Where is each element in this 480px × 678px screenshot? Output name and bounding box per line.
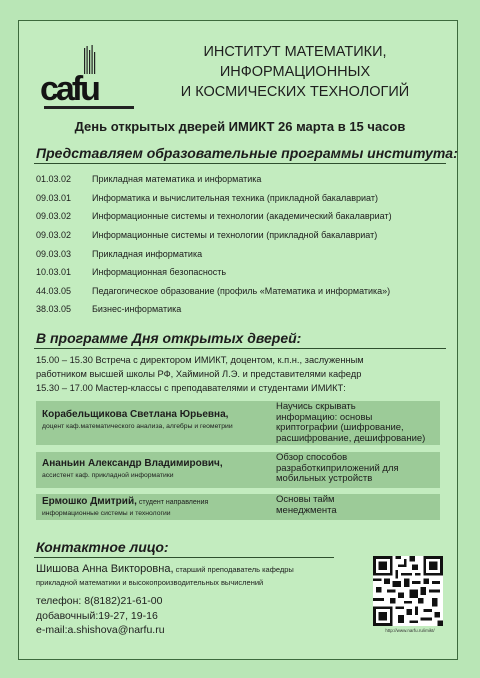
masterclass-presenter [42, 458, 272, 480]
topic-line: расшифрование, дешифрование) [276, 432, 426, 444]
schedule-heading: В программе Дня открытых дверей: [36, 330, 302, 346]
masterclass-row [36, 452, 440, 488]
schedule-line-2: работником высшей школы РФ, Хайминой Л.Э. и представителями кафедр [36, 369, 362, 379]
university-logo [40, 44, 140, 114]
programs-divider [34, 163, 446, 164]
topic-line: криптографии (шифрование, [276, 422, 404, 433]
presenter-name [42, 496, 272, 509]
program-item [36, 263, 456, 282]
masterclass-row [36, 494, 440, 520]
contact-name-line [36, 562, 366, 577]
presenter-desc: ассистент каф. прикладной информатики [42, 472, 174, 479]
programs-list [36, 170, 456, 319]
program-name: Информационные системы и технологии (академический бакалавриат) [92, 211, 392, 222]
logo-text: cafu [40, 70, 98, 108]
schedule-line-3: 15.30 – 17.00 Мастер-классы с преподавателями и студентами ИМИКТ: [36, 383, 346, 393]
institute-line-3: И КОСМИЧЕСКИХ ТЕХНОЛОГИЙ [180, 84, 410, 100]
program-code: 01.03.02 [36, 174, 72, 185]
qr-code-icon[interactable] [373, 556, 443, 626]
topic-line: информацию: основы [276, 411, 373, 423]
masterclass-topic [276, 402, 444, 444]
program-name: Педагогическое образование (профиль «Математика и информатика») [92, 285, 391, 296]
topic-line: мобильных устройств [276, 473, 373, 484]
institute-line-2: ИНФОРМАЦИОННЫХ [219, 64, 371, 80]
presenter-name-text: Корабельщикова Светлана Юрьевна, [42, 409, 229, 420]
program-code: 09.03.01 [36, 192, 72, 203]
schedule-text [36, 353, 446, 395]
contact-heading: Контактное лицо: [36, 539, 169, 555]
topic-line: Основы тайм [276, 494, 335, 505]
program-code: 38.03.05 [36, 304, 72, 315]
program-code: 10.03.01 [36, 267, 72, 278]
masterclass-presenter [42, 496, 272, 518]
presenter-desc: информационные системы и технологии [42, 510, 171, 517]
contact-extension: добавочный:19-27, 19-16 [36, 609, 158, 622]
presenter-name-text: Ермошко Дмитрий, [42, 496, 137, 507]
program-code: 09.03.02 [36, 230, 72, 241]
presenter-name-suffix: студент направления [136, 499, 209, 506]
program-item [36, 189, 456, 208]
topic-line: менеджмента [276, 504, 337, 516]
program-item [36, 226, 456, 245]
presenter-name [42, 458, 272, 471]
program-item [36, 282, 456, 301]
qr-url-text: http://www.narfu.ru/imikt/ [385, 628, 435, 633]
program-item [36, 170, 456, 189]
program-item [36, 244, 456, 263]
program-item [36, 300, 456, 319]
institute-line-1: ИНСТИТУТ МАТЕМАТИКИ, [203, 44, 387, 60]
programs-heading: Представляем образовательные программы института: [36, 145, 458, 161]
program-code: 44.03.05 [36, 285, 72, 296]
topic-line: разработкиприложений для [276, 462, 399, 474]
presenter-name [42, 409, 272, 422]
institute-name [160, 42, 430, 102]
masterclass-presenter [42, 409, 272, 431]
program-code: 09.03.03 [36, 248, 72, 259]
presenter-desc: доцент каф.математического анализа, алгебры и геометрии [42, 423, 233, 430]
program-item [36, 207, 456, 226]
contact-email[interactable]: e-mail:a.shishova@narfu.ru [36, 624, 165, 636]
program-name: Информатика и вычислительная техника (прикладной бакалавриат) [92, 192, 378, 203]
schedule-divider [34, 348, 446, 349]
presenter-name-text: Ананьин Александр Владимирович, [42, 458, 223, 469]
open-day-title: День открытых дверей ИМИКТ 26 марта в 15 часов [74, 119, 406, 134]
masterclass-topic [276, 453, 444, 485]
contact-divider [34, 557, 334, 558]
topic-line: Обзор способов [276, 452, 348, 463]
program-name: Информационная безопасность [92, 267, 227, 278]
contact-block [36, 562, 366, 638]
program-name: Прикладная информатика [92, 248, 203, 259]
program-name: Информационные системы и технологии (прикладной бакалавриат) [92, 230, 378, 241]
schedule-line-1: 15.00 – 15.30 Встреча с директором ИМИКТ, доцентом, к.п.н., заслуженным [36, 355, 364, 365]
program-name: Бизнес-информатика [92, 304, 182, 315]
contact-name: Шишова Анна Викторовна, [36, 563, 174, 575]
program-name: Прикладная математика и информатика [92, 174, 262, 185]
contact-department: прикладной математики и высокопроизводительных вычислений [36, 578, 264, 587]
contact-phone: телефон: 8(8182)21-61-00 [36, 595, 163, 607]
masterclass-row [36, 401, 440, 445]
contact-role: старший преподаватель кафедры [173, 565, 294, 574]
masterclass-topic [276, 495, 444, 516]
topic-line: Научись скрывать [276, 401, 356, 412]
program-code: 09.03.02 [36, 211, 72, 222]
